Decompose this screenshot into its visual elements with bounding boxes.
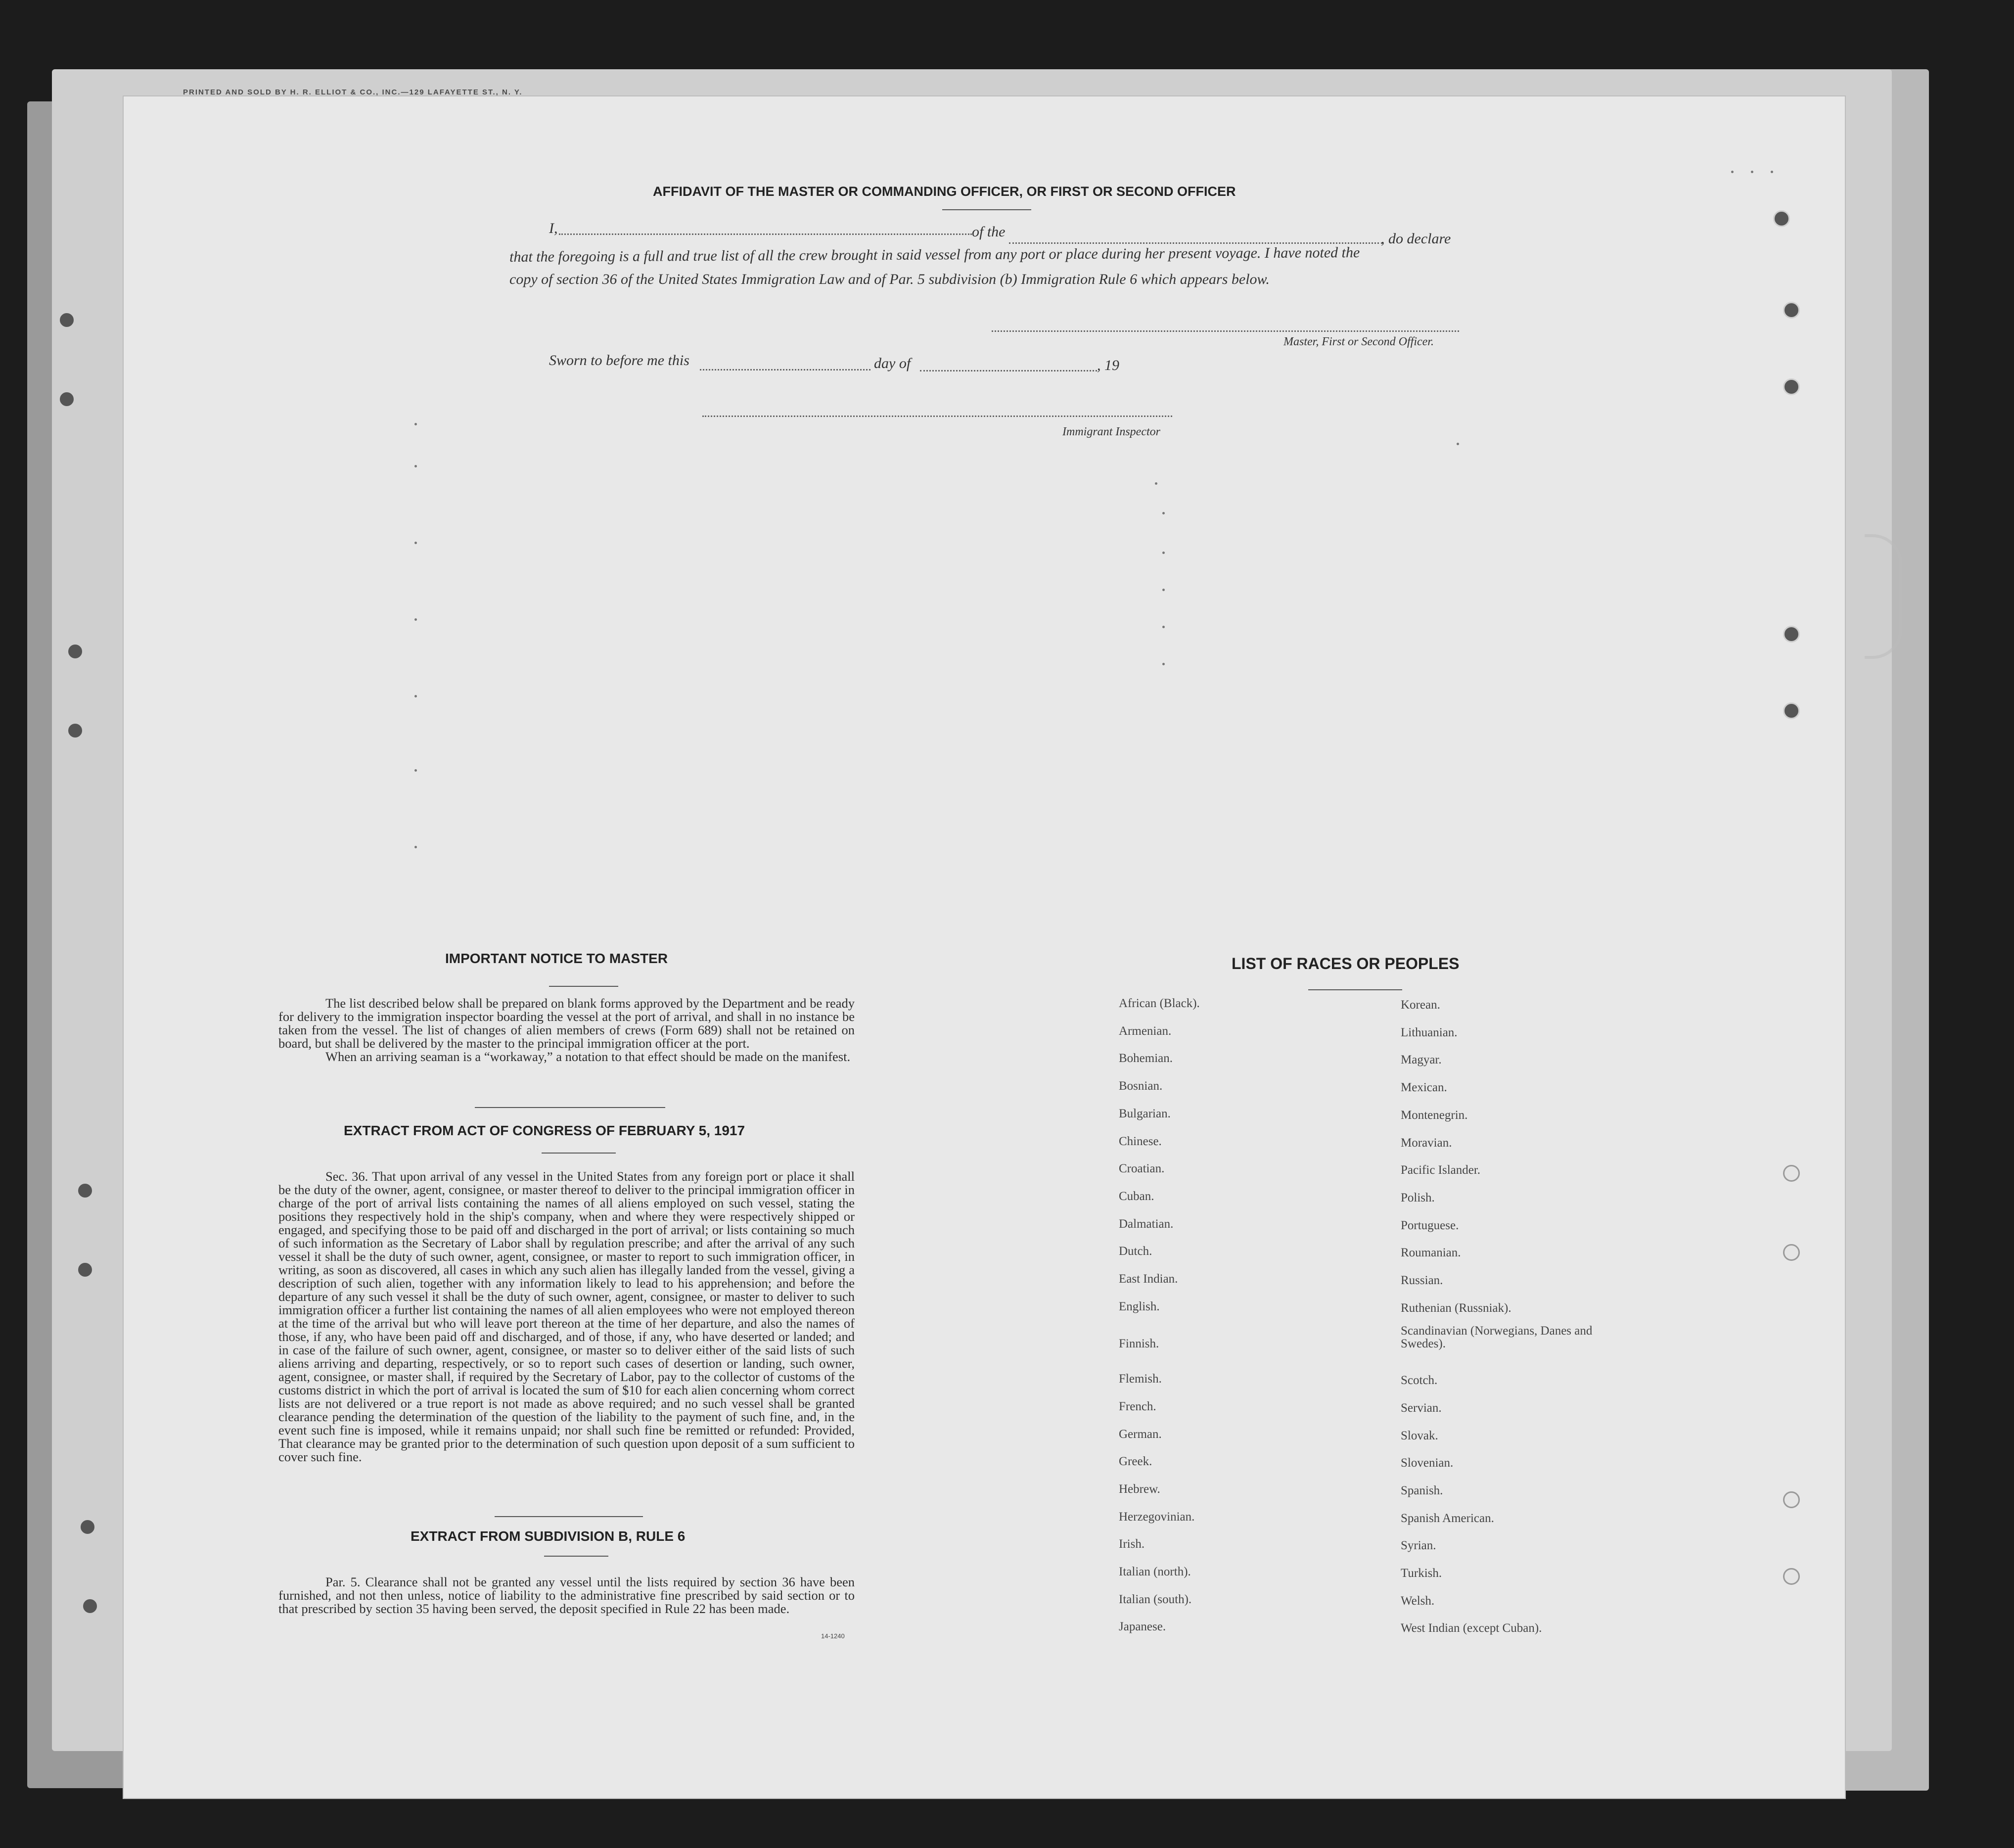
race-item: Roumanian.: [1401, 1246, 1461, 1259]
race-item: West Indian (except Cuban).: [1401, 1621, 1542, 1635]
guide-dot: [414, 465, 417, 467]
do-declare-label: , do declare: [1381, 231, 1451, 247]
race-item: Slovak.: [1401, 1429, 1438, 1442]
race-item: Spanish.: [1401, 1484, 1443, 1497]
guide-dot: [1155, 482, 1157, 485]
race-item: East Indian.: [1119, 1272, 1178, 1286]
race-item: Lithuanian.: [1401, 1026, 1458, 1039]
extract-act-body: [278, 1170, 855, 1464]
race-item: Scotch.: [1401, 1374, 1438, 1387]
race-item: Spanish American.: [1401, 1512, 1494, 1525]
pencil-mark: [1865, 534, 1902, 659]
race-item: Italian (north).: [1119, 1565, 1191, 1578]
race-item: French.: [1119, 1400, 1156, 1413]
title-underline: [942, 209, 1031, 210]
binder-hole: [1773, 210, 1790, 227]
race-item: Japanese.: [1119, 1620, 1166, 1633]
race-item: Cuban.: [1119, 1190, 1154, 1203]
race-item: Herzegovinian.: [1119, 1510, 1195, 1524]
race-item: Polish.: [1401, 1191, 1435, 1204]
race-item: Bohemian.: [1119, 1052, 1173, 1065]
inspector-signature-line: [702, 416, 1172, 417]
binder-hole: [77, 1182, 93, 1199]
race-item: Magyar.: [1401, 1053, 1442, 1066]
guide-dot: [1751, 171, 1753, 173]
race-item: Mexican.: [1401, 1081, 1447, 1094]
guide-dot: [1162, 589, 1165, 591]
inspector-label: Immigrant Inspector: [1062, 425, 1160, 438]
of-the-label: of the: [972, 224, 1006, 240]
binder-hole: [1783, 1165, 1800, 1182]
binder-hole: [1783, 702, 1800, 719]
extract-act-title: EXTRACT FROM ACT OF CONGRESS OF FEBRUARY 5, 1917: [344, 1123, 745, 1138]
guide-dot: [1162, 512, 1165, 514]
binder-hole: [77, 1261, 93, 1278]
guide-dot: [414, 542, 417, 544]
race-item: German.: [1119, 1428, 1162, 1441]
guide-dot: [1457, 443, 1459, 445]
race-item: Pacific Islander.: [1401, 1163, 1481, 1177]
races-title: LIST OF RACES OR PEOPLES: [1232, 955, 1460, 972]
race-item: Armenian.: [1119, 1024, 1172, 1038]
race-item: Flemish.: [1119, 1372, 1162, 1386]
binder-hole: [58, 312, 75, 328]
race-item: Russian.: [1401, 1274, 1443, 1287]
form-page: [124, 96, 1845, 1798]
extract-rule-body: [278, 1575, 855, 1616]
binder-hole: [67, 643, 84, 660]
sworn-month-line: [920, 370, 1097, 371]
race-item: Hebrew.: [1119, 1482, 1160, 1496]
race-item: Italian (south).: [1119, 1593, 1192, 1606]
race-item: Syrian.: [1401, 1539, 1436, 1552]
guide-dot: [1162, 552, 1165, 554]
notice-underline: [549, 986, 618, 987]
guide-dot: [414, 769, 417, 772]
binder-hole: [1783, 302, 1800, 319]
sworn-day-line: [700, 369, 870, 370]
affidavit-line-3: copy of section 36 of the United States Immigration Law and of Par. 5 subdivision (b) Immigration Rule 6 which appears below.: [509, 271, 1270, 287]
guide-dot: [414, 846, 417, 848]
binder-hole: [1783, 1244, 1800, 1261]
race-item: Bulgarian.: [1119, 1107, 1171, 1120]
extract-act-underline: [542, 1153, 616, 1154]
race-item: Montenegrin.: [1401, 1109, 1468, 1122]
printer-line: PRINTED AND SOLD BY H. R. ELLIOT & CO., INC.—129 LAFAYETTE ST., N. Y.: [183, 88, 523, 96]
extract-act-paragraph: Sec. 36. That upon arrival of any vessel in the United States from any foreign port or place it shall be the duty of the owner, agent, consignee, or master thereof to deliver to the principal immigration officer in charge of the port of arrival lists containing the names of all aliens employed on such vessel, stating the positions they respectively hold in the ship's company, when and where they were respectively shipped or engaged, and specifying those to be paid off and discharged in the port of arrival; or lists containing so much of such information as the Secretary of Labor shall by regulation prescribe; and after the arrival of any such vessel it shall be the duty of such owner, agent, consignee, or master to report to such immigration officer, in writing, as soon as discovered, all cases in which any such alien has illegally landed from the vessel, giving a description of such alien, together with any information likely to lead to his apprehension; and before the departure of any such vessel it shall be the duty of such owner, agent, consignee, or master to deliver to such immigration officer a further list containing the names of all alien employees who were not employed thereon at the time of the arrival but who will leave port thereon at the time of her departure, and also the names of those, if any, who have been paid off and discharged, and of those, if any, who have deserted or landed; and in case of the failure of such owner, agent, consignee, or master so to deliver either of the said lists of such aliens arriving and departing, respectively, or so to report such cases of desertion or landing, such owner, agent, consignee, or master shall, if required by the Secretary of Labor, pay to the collector of customs of the customs district in which the port of arrival is located the sum of $10 for each alien concerning whom correct lists are not delivered or a true report is not made as above required; and no such vessel shall be granted clearance pending the determination of the question of the liability to the payment of such fine, and, in the event such fine is imposed, while it remains unpaid; nor shall such fine be remitted or refunded: Provided, That clearance may be granted prior to the determination of such question upon deposit of a sum sufficient to cover such fine.: [278, 1169, 855, 1464]
race-item: Portuguese.: [1401, 1219, 1459, 1232]
race-item: Ruthenian (Russniak).: [1401, 1301, 1511, 1315]
race-item: Moravian.: [1401, 1136, 1452, 1150]
i-label: I,: [549, 220, 558, 236]
race-item: Korean.: [1401, 998, 1440, 1012]
binder-hole: [1783, 378, 1800, 395]
race-item: Greek.: [1119, 1455, 1152, 1468]
notice-paragraph: When an arriving seaman is a “workaway,” a notation to that effect should be made on the manifest.: [325, 1049, 851, 1064]
races-underline: [1308, 989, 1402, 990]
guide-dot: [414, 423, 417, 425]
race-item: Chinese.: [1119, 1135, 1162, 1148]
affidavit-line-2: that the foregoing is a full and true list of all the crew brought in said vessel from any port or place during her present voyage. I have noted the: [509, 244, 1360, 265]
extract-rule-title: EXTRACT FROM SUBDIVISION B, RULE 6: [411, 1528, 686, 1544]
race-item: Servian.: [1401, 1401, 1442, 1415]
notice-title: IMPORTANT NOTICE TO MASTER: [445, 951, 668, 966]
notice-paragraph: The list described below shall be prepared on blank forms approved by the Department and be ready for delivery to the immigration inspector boarding the vessel at the port of arrival, and shall in no instance be taken from the vessel. The list of changes of alien members of crews (Form 689) shall not be retained on board, but shall be delivered by the master to the principal immigration officer at the port.: [278, 996, 855, 1051]
race-item: Turkish.: [1401, 1567, 1442, 1580]
race-item: Dutch.: [1119, 1245, 1152, 1258]
guide-dot: [414, 618, 417, 621]
year-label: , 19: [1097, 357, 1119, 373]
race-item: Irish.: [1119, 1537, 1145, 1551]
form-number: 14-1240: [821, 1632, 845, 1640]
binder-hole: [1783, 626, 1800, 643]
notice-body: [278, 997, 855, 1063]
race-item: Bosnian.: [1119, 1079, 1163, 1093]
race-item: English.: [1119, 1300, 1160, 1313]
extract-rule-paragraph: Par. 5. Clearance shall not be granted any vessel until the lists required by section 36 have been furnished, and not then unless, notice of liability to the administrative fine prescribed by said section or to that prescribed by section 35 having been served, the deposit specified in Rule 22 has been made.: [278, 1574, 855, 1616]
binder-hole: [67, 722, 84, 739]
guide-dot: [1771, 171, 1773, 173]
vessel-line: [1009, 242, 1382, 244]
section-divider: [475, 1107, 665, 1108]
master-signature-label: Master, First or Second Officer.: [1283, 335, 1434, 348]
binder-hole: [58, 391, 75, 408]
guide-dot: [1162, 663, 1165, 665]
section-divider: [495, 1516, 643, 1517]
race-item: Croatian.: [1119, 1162, 1165, 1175]
race-item: Welsh.: [1401, 1594, 1435, 1608]
race-item: Finnish.: [1119, 1337, 1159, 1350]
race-item: Scandinavian (Norwegians, Danes and Swedes).: [1401, 1324, 1593, 1350]
name-line: [559, 233, 972, 235]
day-of-label: day of: [874, 355, 911, 371]
binder-hole: [1783, 1568, 1800, 1585]
master-signature-line: [992, 330, 1459, 332]
guide-dot: [414, 695, 417, 697]
guide-dot: [1162, 626, 1165, 628]
binder-hole: [79, 1519, 96, 1535]
sworn-label: Sworn to before me this: [549, 352, 689, 369]
race-item: Dalmatian.: [1119, 1217, 1174, 1231]
binder-hole: [1783, 1491, 1800, 1508]
extract-rule-underline: [544, 1556, 608, 1557]
race-item: African (Black).: [1119, 997, 1200, 1010]
affidavit-title: AFFIDAVIT OF THE MASTER OR COMMANDING OFFICER, OR FIRST OR SECOND OFFICER: [653, 184, 1236, 199]
race-item: Slovenian.: [1401, 1456, 1454, 1470]
binder-hole: [82, 1598, 98, 1615]
guide-dot: [1731, 171, 1734, 173]
